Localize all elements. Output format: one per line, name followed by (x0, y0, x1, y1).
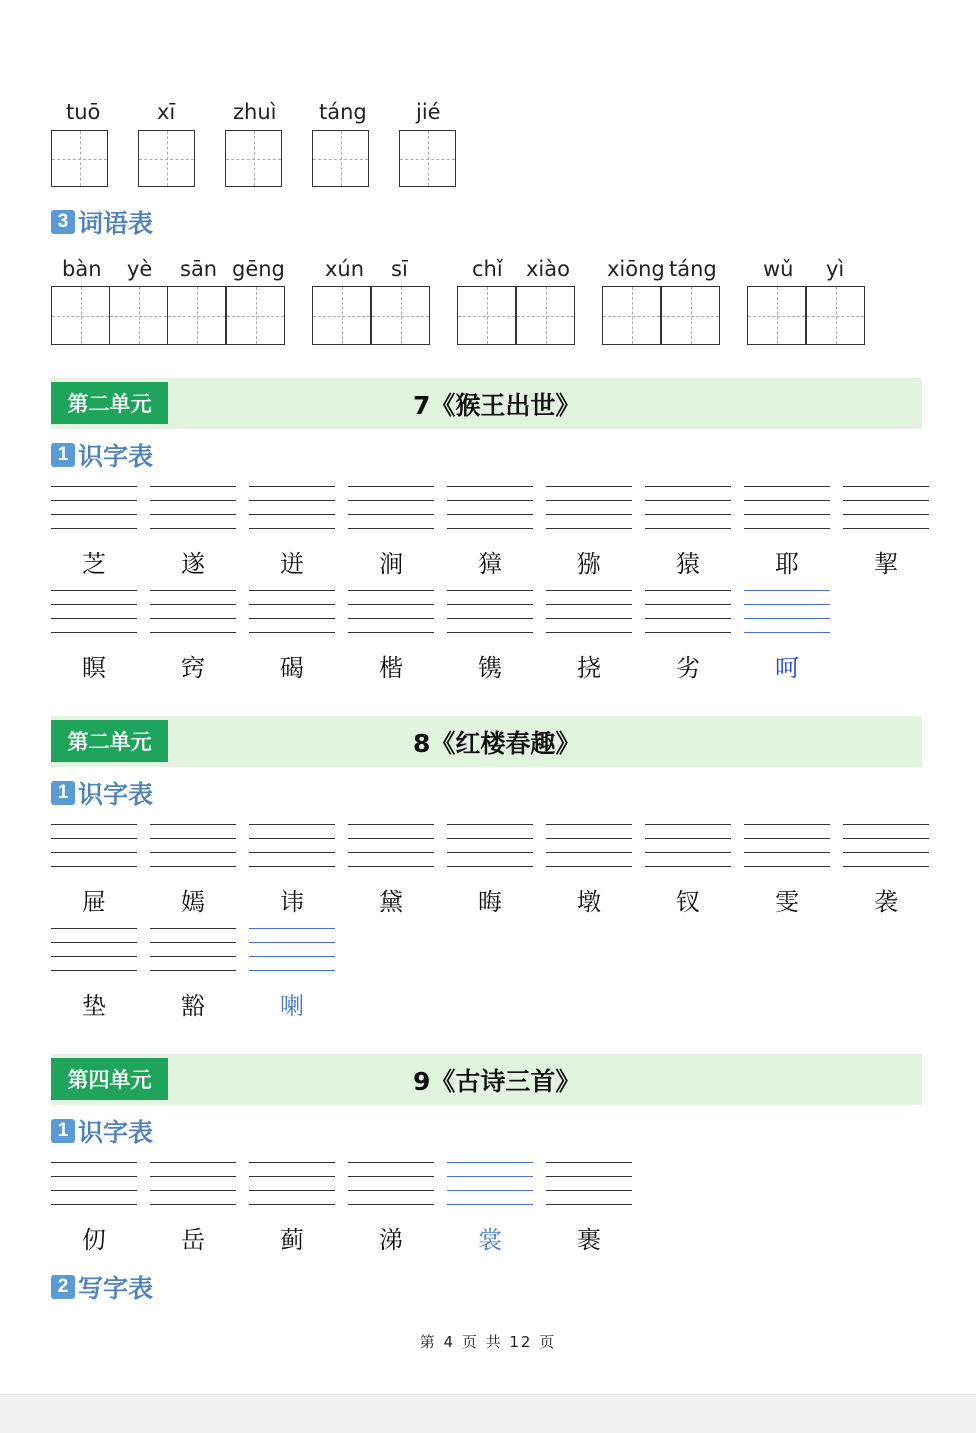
pinyin-lines[interactable] (51, 486, 137, 530)
character: 钗 (676, 888, 700, 916)
pinyin-label: gēng (232, 257, 285, 281)
viewer-bottom-bar (0, 1394, 976, 1433)
pinyin-lines[interactable] (150, 1162, 236, 1206)
writing-box[interactable] (226, 286, 285, 345)
character: 屉 (82, 888, 106, 916)
writing-box[interactable] (312, 130, 369, 187)
section-label: 识字表 (78, 780, 154, 809)
character: 呵 (775, 654, 799, 682)
writing-box[interactable] (399, 130, 456, 187)
character: 楷 (379, 654, 403, 682)
character: 挈 (874, 550, 898, 578)
section-title-recognize (51, 1116, 153, 1146)
pinyin-lines[interactable] (150, 590, 236, 634)
character: 瞑 (82, 654, 106, 682)
pinyin-lines[interactable] (744, 824, 830, 868)
character: 裳 (478, 1226, 502, 1254)
section-label: 识字表 (78, 442, 154, 471)
pinyin-lines[interactable] (546, 824, 632, 868)
unit-badge: 第四单元 (51, 1058, 168, 1100)
writing-box[interactable] (51, 130, 108, 187)
section-number: 1 (51, 443, 75, 467)
character: 猿 (676, 550, 700, 578)
pinyin-lines[interactable] (645, 824, 731, 868)
pinyin-label: sī (391, 257, 408, 281)
writing-box[interactable] (225, 130, 282, 187)
writing-box[interactable] (138, 130, 195, 187)
page-footer: 第 4 页 共 12 页 (419, 1333, 557, 1351)
writing-box[interactable] (167, 286, 226, 345)
character: 雯 (775, 888, 799, 916)
pinyin-lines[interactable] (150, 824, 236, 868)
pinyin-lines[interactable] (249, 1162, 335, 1206)
pinyin-lines[interactable] (51, 590, 137, 634)
pinyin-lines[interactable] (447, 1162, 533, 1206)
pinyin-lines[interactable] (645, 486, 731, 530)
pinyin-label: yì (826, 257, 845, 281)
pinyin-lines[interactable] (744, 486, 830, 530)
unit-badge: 第二单元 (51, 720, 168, 762)
writing-box[interactable] (109, 286, 168, 345)
pinyin-label: xiōng (607, 257, 665, 281)
pinyin-lines[interactable] (645, 590, 731, 634)
section-title-vocab (51, 207, 153, 237)
pinyin-lines[interactable] (51, 928, 137, 972)
pinyin-lines[interactable] (51, 1162, 137, 1206)
character: 迸 (280, 550, 304, 578)
writing-box[interactable] (371, 286, 430, 345)
character: 黛 (379, 888, 403, 916)
pinyin-lines[interactable] (546, 590, 632, 634)
character: 岳 (181, 1226, 205, 1254)
pinyin-lines[interactable] (843, 486, 929, 530)
lesson-title: 7《猴王出世》 (413, 391, 581, 420)
pinyin-lines[interactable] (447, 486, 533, 530)
pinyin-label: xún (325, 257, 365, 281)
character: 劣 (676, 654, 700, 682)
pinyin-lines[interactable] (744, 590, 830, 634)
section-label: 识字表 (78, 1118, 154, 1147)
character: 涕 (379, 1226, 403, 1254)
character: 仞 (82, 1226, 106, 1254)
writing-box[interactable] (806, 286, 865, 345)
pinyin-lines[interactable] (546, 486, 632, 530)
section-label: 写字表 (78, 1274, 154, 1303)
lesson-title: 8《红楼春趣》 (413, 729, 581, 758)
pinyin-label: tuō (66, 100, 101, 124)
pinyin-lines[interactable] (348, 824, 434, 868)
pinyin-lines[interactable] (249, 824, 335, 868)
lesson-header (51, 716, 922, 767)
character: 袭 (874, 888, 898, 916)
pinyin-label: táng (669, 257, 717, 281)
pinyin-lines[interactable] (843, 824, 929, 868)
pinyin-label: sān (180, 257, 218, 281)
character: 獐 (478, 550, 502, 578)
pinyin-label: chǐ (472, 257, 503, 281)
pinyin-lines[interactable] (150, 486, 236, 530)
character: 遂 (181, 550, 205, 578)
character: 猕 (577, 550, 601, 578)
pinyin-lines[interactable] (348, 1162, 434, 1206)
lesson-header (51, 378, 922, 429)
character: 涧 (379, 550, 403, 578)
character: 蓟 (280, 1226, 304, 1254)
pinyin-lines[interactable] (249, 590, 335, 634)
pinyin-lines[interactable] (249, 486, 335, 530)
character: 芝 (82, 550, 106, 578)
writing-box[interactable] (312, 286, 371, 345)
pinyin-lines[interactable] (150, 928, 236, 972)
pinyin-label: táng (319, 100, 367, 124)
lesson-header (51, 1054, 922, 1105)
section-number: 2 (51, 1275, 75, 1299)
character: 耶 (775, 550, 799, 578)
writing-box[interactable] (661, 286, 720, 345)
pinyin-lines[interactable] (51, 824, 137, 868)
section-title-write (51, 1272, 153, 1302)
section-number: 1 (51, 1119, 75, 1143)
character: 垫 (82, 992, 106, 1020)
section-number: 1 (51, 781, 75, 805)
section-title-recognize (51, 440, 153, 470)
pinyin-lines[interactable] (348, 590, 434, 634)
pinyin-lines[interactable] (447, 590, 533, 634)
pinyin-label: jié (416, 100, 441, 124)
section-title-recognize (51, 778, 153, 808)
character: 窍 (181, 654, 205, 682)
character: 裹 (577, 1226, 601, 1254)
character: 挠 (577, 654, 601, 682)
character: 晦 (478, 888, 502, 916)
pinyin-lines[interactable] (447, 824, 533, 868)
character: 豁 (181, 992, 205, 1020)
pinyin-label: bàn (62, 257, 102, 281)
character: 嫣 (181, 888, 205, 916)
pinyin-label: wǔ (763, 257, 794, 281)
section-label: 词语表 (78, 209, 154, 238)
writing-box[interactable] (747, 286, 806, 345)
writing-box[interactable] (457, 286, 516, 345)
lesson-title: 9《古诗三首》 (413, 1067, 581, 1096)
pinyin-label: xiào (526, 257, 570, 281)
character: 镌 (478, 654, 502, 682)
character: 喇 (280, 992, 304, 1020)
pinyin-label: yè (127, 257, 153, 281)
pinyin-lines[interactable] (249, 928, 335, 972)
section-number: 3 (51, 210, 75, 234)
pinyin-label: zhuì (233, 100, 277, 124)
pinyin-lines[interactable] (348, 486, 434, 530)
character: 讳 (280, 888, 304, 916)
writing-box[interactable] (516, 286, 575, 345)
unit-badge: 第二单元 (51, 382, 168, 424)
character: 墩 (577, 888, 601, 916)
writing-box[interactable] (51, 286, 110, 345)
pinyin-lines[interactable] (546, 1162, 632, 1206)
character: 碣 (280, 654, 304, 682)
pinyin-label: xī (157, 100, 176, 124)
writing-box[interactable] (602, 286, 661, 345)
